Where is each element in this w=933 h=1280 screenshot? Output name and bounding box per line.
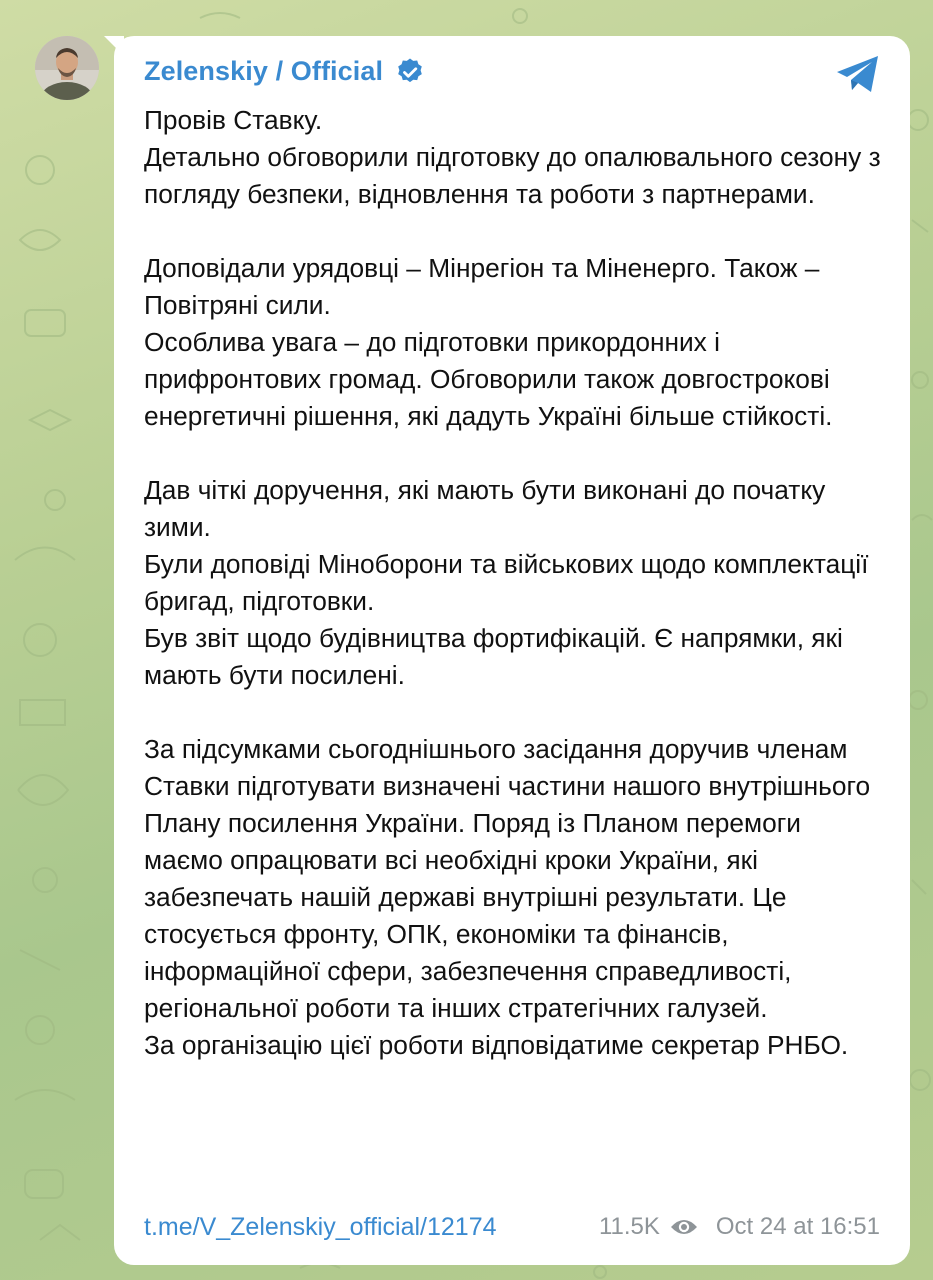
message-meta xyxy=(599,1213,880,1241)
avatar-image xyxy=(35,36,99,100)
verified-badge-icon xyxy=(395,57,425,87)
eye-icon xyxy=(670,1217,698,1237)
message-text: Провів Ставку. Детально обговорили підготовку до опалювального сезону з погляду безпеки, відновлення та роботи з партнерами. Доповідали урядовці – Мінрегіон та Міненерго. Також – Повітряні сили. Особлива увага – до підготовки прикордонних і прифронтових громад. Обговорили також довгострокові енергетичні рішення, які дадуть Україні більше стійкості. Дав чіткі доручення, які мають бути виконані до початку зими. Були доповіді Міноборони та військових щодо комплектації бригад, підготовки. Був звіт щодо будівництва фортифікацій. Є напрямки, які мають бути посилені. За підсумками сьогоднішнього засідання доручив членам Ставки підготувати визначені частини нашого внутрішнього Плану посилення України. Поряд із Планом перемоги маємо опрацювати всі необхідні кроки України, які забезпечать нашій державі внутрішні результати. Це стосується фронту, ОПК, економіки та фінансів, інформаційної сфери, забезпечення справедливості, регіональної роботи та інших стратегічних галузей. За організацію цієї роботи відповідатиме секретар РНБО. xyxy=(144,105,881,1060)
message-timestamp: Oct 24 at 16:51 xyxy=(715,1213,880,1240)
view-count: 11.5K xyxy=(598,1213,660,1240)
channel-avatar[interactable] xyxy=(35,36,99,100)
message-header xyxy=(144,56,425,87)
post-link[interactable]: t.me/V_Zelenskiy_official/12174 xyxy=(144,1212,497,1241)
message-bubble xyxy=(114,36,910,1265)
message-footer xyxy=(144,1209,880,1245)
telegram-logo-icon[interactable] xyxy=(834,54,882,94)
channel-name[interactable]: Zelenskiy / Official xyxy=(144,56,384,86)
